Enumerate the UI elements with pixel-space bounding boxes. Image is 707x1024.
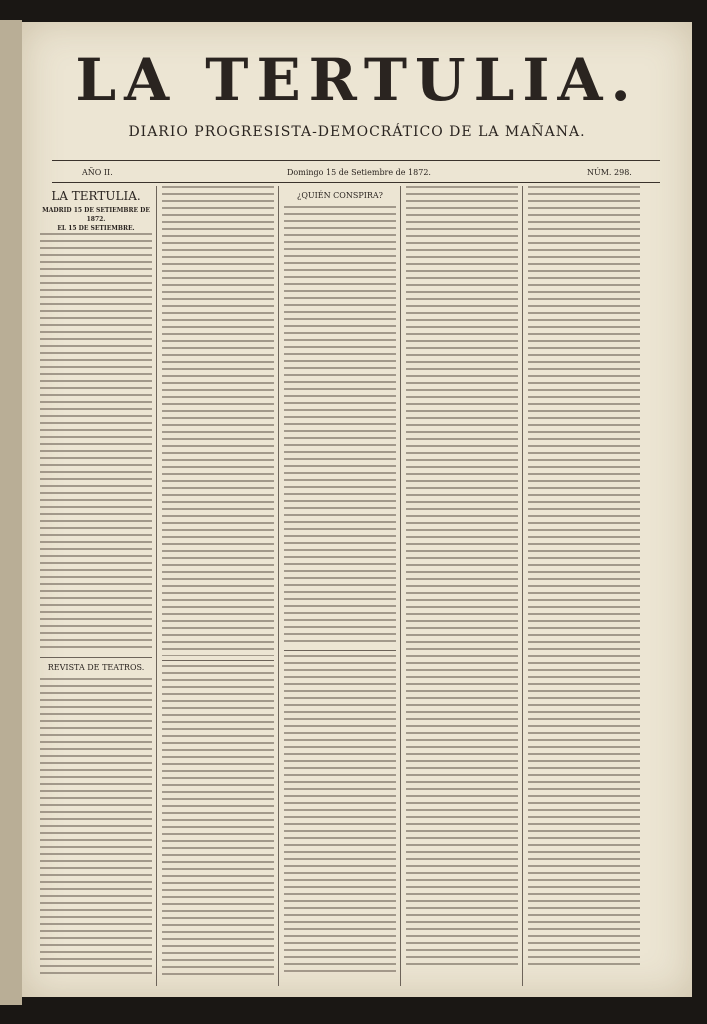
newspaper-page xyxy=(22,22,692,997)
column-rule xyxy=(400,186,401,986)
section-title-teatros: REVISTA DE TEATROS. xyxy=(47,663,145,672)
article-body xyxy=(284,655,396,975)
article-body xyxy=(162,665,274,975)
issue-date: Domingo 15 de Setiembre de 1872. xyxy=(287,168,431,177)
article-divider xyxy=(40,657,152,658)
column-3 xyxy=(284,186,396,976)
year-label: AÑO II. xyxy=(82,168,113,177)
column-rule xyxy=(278,186,279,986)
column-rule xyxy=(156,186,157,986)
article-title: EL 15 DE SETIEMBRE. xyxy=(57,225,135,232)
article-body xyxy=(528,186,640,966)
article-body xyxy=(406,186,518,966)
article-body xyxy=(284,206,396,646)
article-divider xyxy=(162,660,274,661)
article-body xyxy=(40,233,152,653)
article-body xyxy=(162,186,274,656)
masthead-subtitle: DIARIO PROGRESISTA-DEMOCRÁTICO DE LA MAÑANA. xyxy=(128,124,586,140)
section-title-conspira: ¿QUIÉN CONSPIRA? xyxy=(297,191,383,200)
issue-number: NÚM. 298. xyxy=(587,168,632,177)
column-subhead: MADRID 15 DE SETIEMBRE DE 1872. xyxy=(42,207,150,223)
masthead-title: LA TERTULIA. xyxy=(75,46,639,114)
column-1 xyxy=(40,186,152,976)
article-divider xyxy=(284,650,396,651)
top-rule xyxy=(52,160,660,161)
column-4 xyxy=(406,186,518,976)
binding-edge xyxy=(0,20,22,1005)
column-rule xyxy=(522,186,523,986)
column-2 xyxy=(162,186,274,976)
dateline xyxy=(52,168,660,182)
column-5 xyxy=(528,186,640,976)
dateline-rule xyxy=(52,182,660,183)
article-body xyxy=(40,678,152,976)
column-heading: LA TERTULIA. xyxy=(51,189,141,203)
